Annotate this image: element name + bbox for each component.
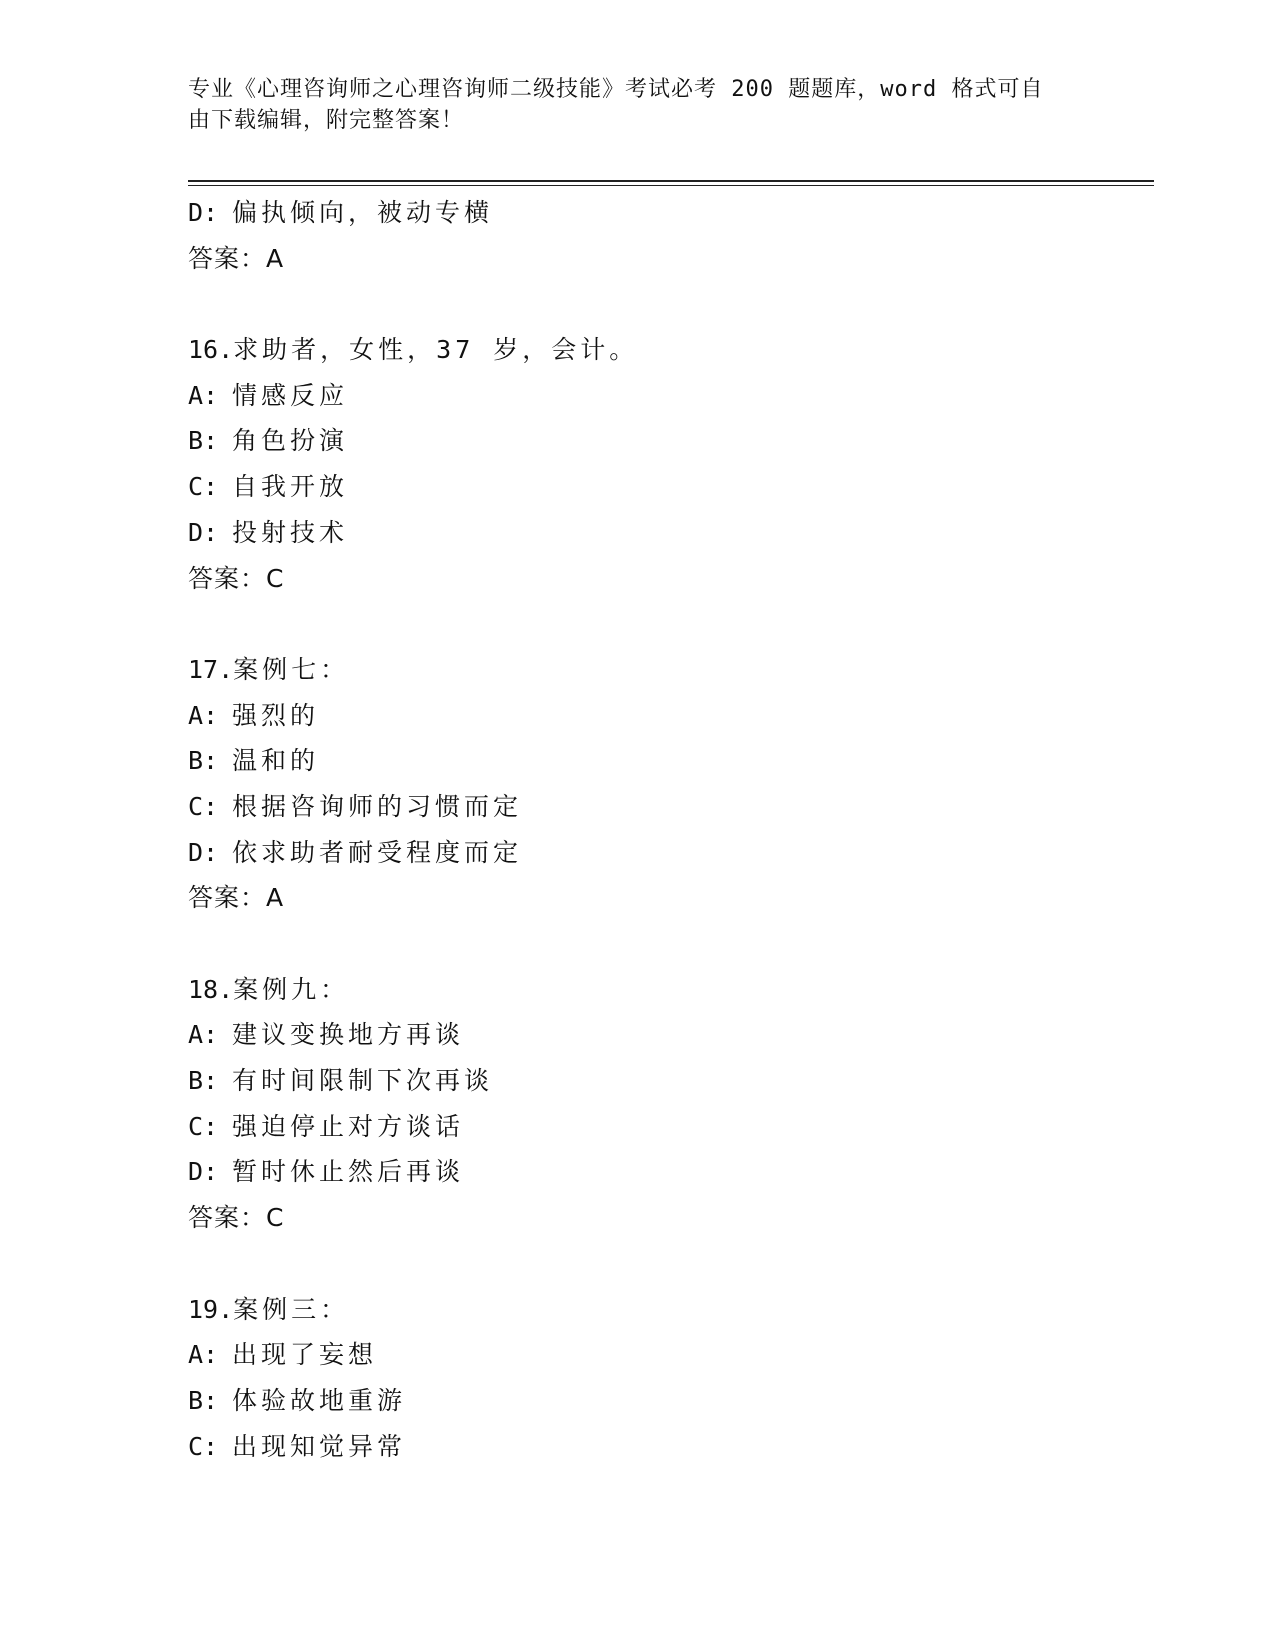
option-d-prev bbox=[188, 190, 1148, 236]
option-key: A: bbox=[188, 700, 219, 730]
header-line-2: 由下载编辑，附完整答案！ bbox=[188, 108, 465, 133]
option-text: 强迫停止对方谈话 bbox=[232, 1111, 465, 1141]
option-key: C: bbox=[188, 472, 219, 502]
option-key: B: bbox=[188, 426, 219, 456]
question-text: 求助者，女性，37 岁，会计。 bbox=[233, 335, 639, 365]
header-divider-thin bbox=[188, 185, 1154, 186]
question-16-stem bbox=[188, 327, 1148, 373]
option-key: A: bbox=[188, 1340, 219, 1370]
question-18-option-a bbox=[188, 1012, 1148, 1058]
option-key: D: bbox=[188, 837, 219, 867]
question-number: 19. bbox=[188, 1294, 234, 1324]
question-19-stem bbox=[188, 1287, 1148, 1333]
option-key: B: bbox=[188, 746, 219, 776]
option-key: D: bbox=[188, 198, 219, 227]
question-number: 18. bbox=[188, 974, 234, 1004]
question-19-option-b bbox=[188, 1378, 1148, 1424]
header-divider-thick bbox=[188, 180, 1154, 182]
question-16-option-c bbox=[188, 464, 1148, 510]
option-text: 情感反应 bbox=[232, 380, 349, 410]
question-16-option-b bbox=[188, 418, 1148, 464]
option-text: 建议变换地方再谈 bbox=[232, 1020, 465, 1050]
option-text: 偏执倾向，被动专横 bbox=[232, 198, 494, 227]
option-key: B: bbox=[188, 1066, 219, 1096]
header-line-1: 专业《心理咨询师之心理咨询师二级技能》考试必考 200 题题库，word 格式可自 bbox=[188, 77, 1044, 102]
option-key: D: bbox=[188, 517, 219, 547]
spacer bbox=[188, 1241, 1148, 1287]
question-16-option-d bbox=[188, 510, 1148, 556]
question-text: 案例九： bbox=[233, 974, 350, 1004]
question-text: 案例七： bbox=[233, 654, 350, 684]
option-text: 投射技术 bbox=[232, 517, 349, 547]
option-text: 自我开放 bbox=[232, 472, 349, 502]
question-17-option-a bbox=[188, 693, 1148, 739]
option-key: D: bbox=[188, 1157, 219, 1187]
document-header bbox=[188, 74, 1068, 136]
question-19-option-c bbox=[188, 1424, 1148, 1470]
option-key: C: bbox=[188, 1111, 219, 1141]
question-16-answer: 答案：C bbox=[188, 563, 285, 593]
spacer bbox=[188, 601, 1148, 647]
option-key: A: bbox=[188, 380, 219, 410]
option-text: 温和的 bbox=[232, 746, 320, 776]
spacer bbox=[188, 921, 1148, 967]
question-17-option-b bbox=[188, 738, 1148, 784]
question-18-option-c bbox=[188, 1104, 1148, 1150]
question-18-answer: 答案：C bbox=[188, 1203, 285, 1233]
option-key: C: bbox=[188, 791, 219, 821]
question-17-option-d bbox=[188, 830, 1148, 876]
option-text: 体验故地重游 bbox=[232, 1385, 407, 1415]
option-text: 出现了妄想 bbox=[232, 1340, 378, 1370]
question-18-option-d bbox=[188, 1149, 1148, 1195]
question-16-option-a bbox=[188, 373, 1148, 419]
question-number: 17. bbox=[188, 654, 234, 684]
question-number: 16. bbox=[188, 335, 234, 365]
question-list bbox=[188, 190, 1148, 1469]
option-text: 角色扮演 bbox=[232, 426, 349, 456]
option-text: 依求助者耐受程度而定 bbox=[232, 837, 523, 867]
option-key: A: bbox=[188, 1020, 219, 1050]
question-17-answer: 答案：A bbox=[188, 883, 285, 913]
option-text: 出现知觉异常 bbox=[232, 1431, 407, 1461]
option-text: 根据咨询师的习惯而定 bbox=[232, 791, 523, 821]
option-key: C: bbox=[188, 1431, 219, 1461]
question-19-option-a bbox=[188, 1332, 1148, 1378]
question-18-option-b bbox=[188, 1058, 1148, 1104]
question-18-stem bbox=[188, 967, 1148, 1013]
answer-prev: 答案：A bbox=[188, 243, 285, 273]
question-17-stem bbox=[188, 647, 1148, 693]
option-key: B: bbox=[188, 1385, 219, 1415]
option-text: 强烈的 bbox=[232, 700, 320, 730]
question-text: 案例三： bbox=[233, 1294, 350, 1324]
question-17-option-c bbox=[188, 784, 1148, 830]
option-text: 有时间限制下次再谈 bbox=[232, 1066, 494, 1096]
spacer bbox=[188, 281, 1148, 327]
option-text: 暂时休止然后再谈 bbox=[232, 1157, 465, 1187]
